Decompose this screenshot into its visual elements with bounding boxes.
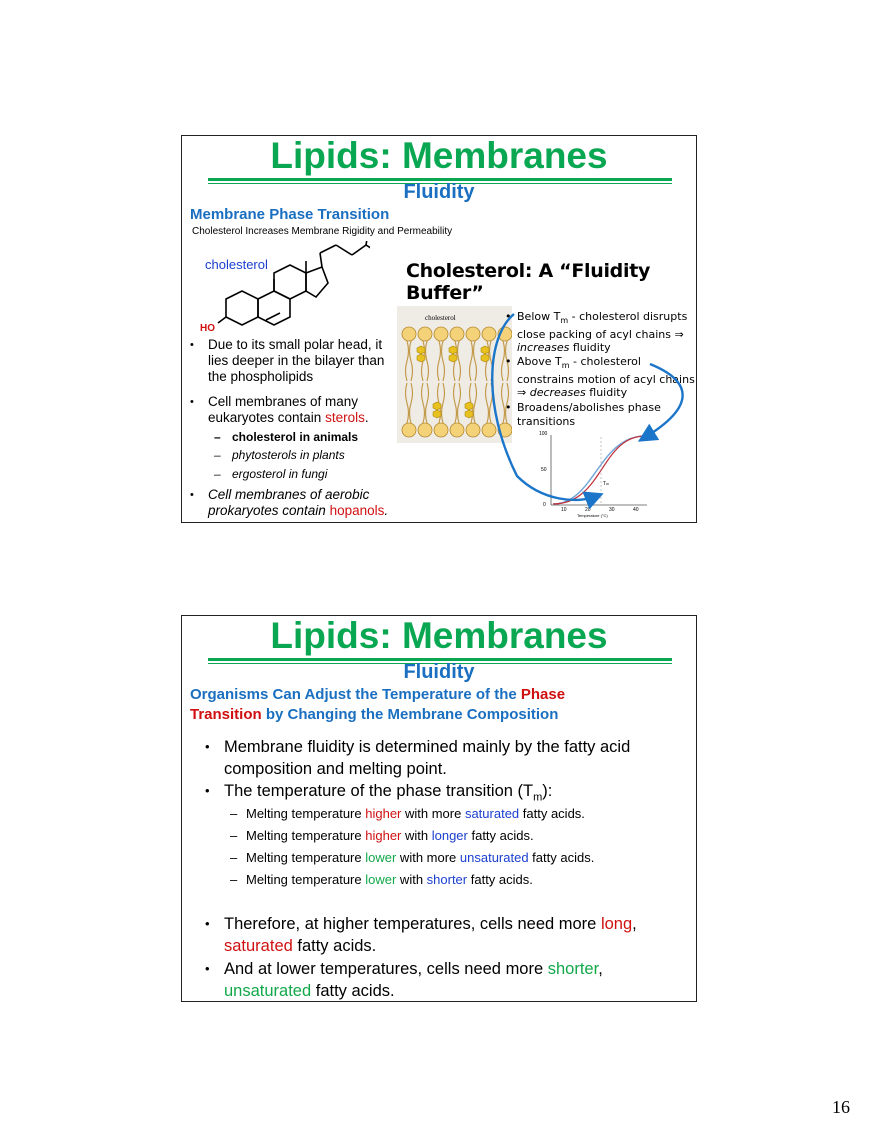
bullet-text: fatty acids. (292, 937, 377, 955)
graph-tick: 10 (561, 507, 567, 513)
buffer-text: fluidity (569, 341, 611, 355)
bullet-text: Membrane fluidity is determined mainly by the fatty acid composition and melting point. (224, 738, 631, 778)
bullet-text: Due to its small polar head, it lies deeper in the bilayer than the phospholipids (208, 337, 385, 384)
sub-bullet-item (230, 872, 533, 888)
bullet-icon: • (505, 355, 512, 368)
bullet-icon: • (190, 396, 194, 408)
sub-bullet-text: phytosterols in plants (232, 448, 345, 462)
bullet-icon: • (505, 310, 512, 323)
graph-tick: 50 (541, 467, 547, 473)
bullet-punct: . (364, 410, 369, 425)
bullet-highlight: long (600, 915, 633, 933)
sub-text: Melting temperature (246, 828, 366, 843)
buffer-text: Broadens/abolishes phase (517, 401, 661, 414)
bullet-item (190, 487, 402, 519)
buffer-text: Below T (517, 310, 561, 323)
sub-text: Melting temperature (246, 806, 366, 821)
bullet-highlight: unsaturated (224, 982, 312, 1000)
graph-tick: 40 (633, 507, 639, 513)
dash-icon: – (230, 828, 238, 843)
sub-highlight: shorter (426, 872, 468, 887)
buffer-emph: increases (517, 341, 570, 355)
buffer-sub: m (561, 361, 570, 371)
bullet-text: ): (542, 782, 553, 800)
bullet-item (205, 958, 674, 1002)
bullet-icon: • (190, 339, 194, 351)
slide-subtitle: Fluidity (403, 181, 475, 203)
bilayer-illustration (397, 306, 512, 443)
caption: Cholesterol Increases Membrane Rigidity and Permeability (192, 226, 453, 237)
dash-icon: – (230, 850, 238, 865)
bullet-text: Cell membranes of aerobic prokaryotes contain (208, 487, 370, 518)
ho-label: HO (200, 323, 215, 334)
sub-highlight: higher (365, 806, 402, 821)
bullet-highlight: hopanols (329, 503, 385, 518)
sub-bullet-text: ergosterol in fungi (232, 467, 328, 481)
slide-2 (181, 615, 697, 1002)
buffer-text: ⇒ (517, 386, 530, 400)
bullet-highlight: shorter (547, 960, 599, 978)
dash-icon: – (230, 872, 238, 887)
cholesterol-structure (210, 241, 370, 341)
bullet-sub: m (533, 791, 543, 804)
sub-bullet-item (230, 850, 595, 866)
bullet-text: The temperature of the phase transition (T (224, 782, 534, 800)
slide-1 (181, 135, 697, 523)
graph-tick: 30 (609, 507, 615, 513)
sub-text: with (401, 828, 432, 843)
bullet-text: Cell membranes of many eukaryotes contain (208, 394, 359, 425)
bullet-text: fatty acids. (311, 982, 395, 1000)
bullet-icon: • (505, 401, 512, 414)
bullet-item (205, 736, 674, 780)
sub-highlight: higher (365, 828, 402, 843)
heading-highlight: Transition (190, 706, 262, 723)
sub-text: Melting temperature (246, 850, 366, 865)
buffer-text: Above T (517, 355, 562, 368)
sub-text: with more (396, 850, 460, 865)
section-heading (190, 685, 640, 725)
bilayer-label: cholesterol (425, 314, 456, 322)
sub-highlight: longer (431, 828, 468, 843)
bullet-text: Therefore, at higher temperatures, cells need more (224, 915, 601, 933)
bullet-icon: • (205, 961, 210, 976)
sub-bullet-item (214, 448, 345, 463)
sub-bullet-text: cholesterol in animals (232, 430, 359, 444)
graph-tm-label: Tₘ (603, 481, 610, 487)
sub-text: fatty acids. (467, 828, 534, 843)
bullet-item (190, 394, 402, 426)
sub-text: Melting temperature (246, 872, 366, 887)
sub-text: fatty acids. (467, 872, 533, 887)
slide-subtitle: Fluidity (403, 661, 475, 683)
buffer-text: close packing of acyl chains ⇒ (517, 327, 684, 341)
dash-icon: – (214, 467, 221, 481)
buffer-emph: decreases (529, 386, 586, 400)
heading-text: by Changing the Membrane Composition (261, 706, 559, 723)
sub-highlight: unsaturated (459, 850, 529, 865)
bullet-icon: • (205, 783, 210, 798)
buffer-sub: m (560, 316, 569, 326)
slide-title: Lipids: Membranes (270, 135, 608, 176)
buffer-text: - cholesterol (569, 355, 641, 368)
graph-tick: 20 (585, 507, 591, 513)
sub-text: fatty acids. (519, 806, 585, 821)
graph-tick: 100 (539, 431, 548, 437)
buffer-text: constrains motion of acyl chains (517, 372, 695, 386)
sub-bullet-item (230, 828, 534, 844)
buffer-text: - cholesterol disrupts (568, 310, 688, 323)
page-number: 16 (832, 1097, 850, 1117)
dash-icon: – (230, 806, 238, 821)
slide-title: Lipids: Membranes (270, 615, 608, 656)
heading-text: Organisms Can Adjust the Temperature of the (190, 686, 521, 703)
sub-text: with (396, 872, 427, 887)
dash-icon: – (214, 448, 221, 462)
sub-text: fatty acids. (528, 850, 595, 865)
sub-text: with more (401, 806, 465, 821)
bullet-icon: • (190, 489, 194, 501)
buffer-text: transitions (517, 414, 576, 428)
phase-graph (539, 433, 649, 517)
bullet-item (205, 780, 674, 808)
bullet-item (205, 913, 674, 957)
sub-highlight: saturated (464, 806, 520, 821)
heading-highlight: Phase (520, 686, 566, 703)
bullet-highlight: sterols (325, 410, 365, 425)
graph-tick: 0 (543, 502, 546, 508)
sub-bullet-item (230, 806, 585, 822)
bullet-text: And at lower temperatures, cells need more (224, 960, 548, 978)
sub-highlight: lower (365, 872, 397, 887)
bullet-punct: . (384, 503, 389, 518)
sub-bullet-item (214, 467, 328, 482)
dash-icon: – (214, 430, 221, 444)
buffer-point-2 (505, 355, 695, 400)
bullet-highlight: saturated (224, 937, 293, 955)
section-heading: Membrane Phase Transition (190, 206, 390, 223)
buffer-text: fluidity (585, 386, 628, 400)
bullet-item (190, 337, 402, 385)
buffer-point-1 (505, 310, 688, 355)
graph-xlabel: Temperature (°C) (577, 513, 608, 518)
bullet-icon: • (205, 916, 210, 931)
buffer-title: Cholesterol: A “Fluidity Buffer” (406, 260, 651, 304)
bullet-text: , (598, 960, 603, 978)
bullet-text: , (632, 915, 637, 933)
sub-highlight: lower (365, 850, 397, 865)
molecule-label: cholesterol (205, 257, 268, 272)
sub-bullet-item (214, 430, 359, 445)
bullet-icon: • (205, 739, 210, 754)
buffer-point-3 (505, 401, 661, 428)
